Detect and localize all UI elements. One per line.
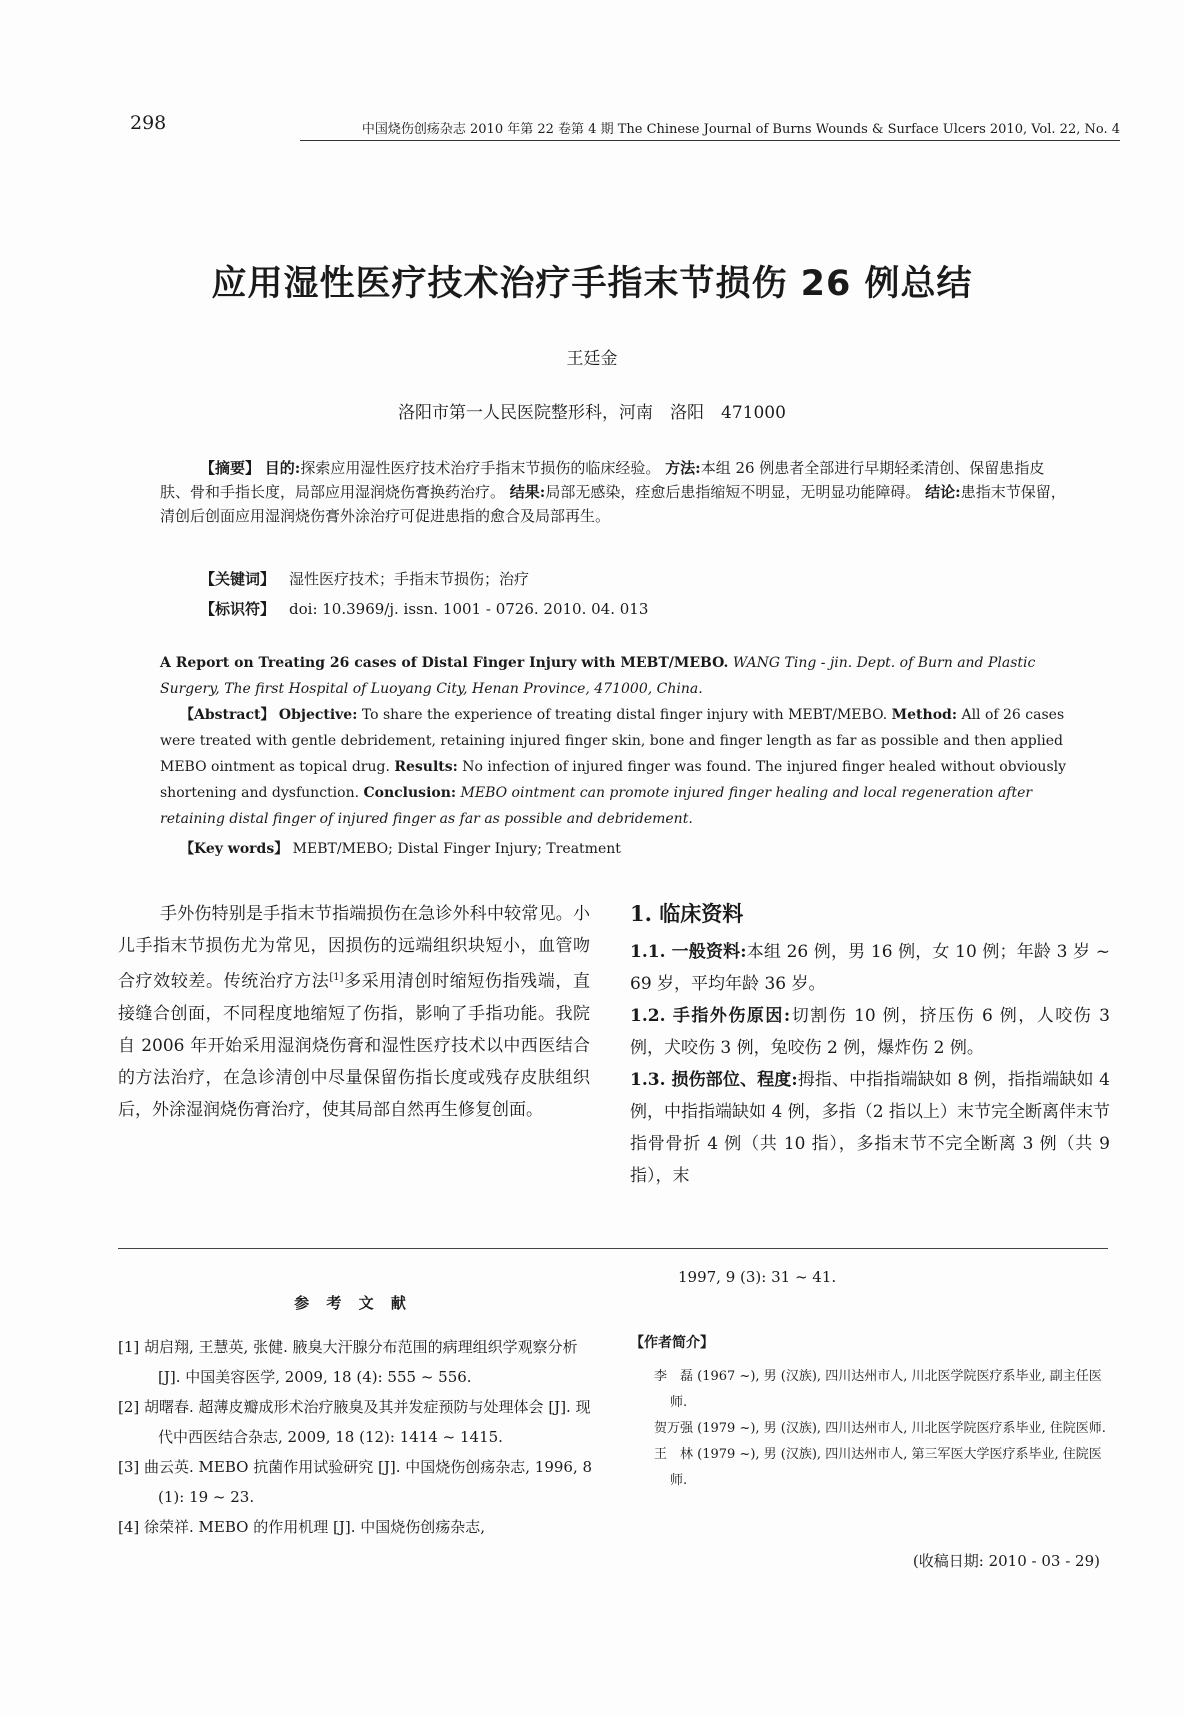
- reference-continuation: 1997, 9 (3): 31 ~ 41.: [678, 1268, 837, 1286]
- result-label: 结果:: [509, 483, 546, 501]
- conclusion-text: 患指末节保留，清创后创面应用湿润烧伤膏外涂治疗可促进患指的愈合及局部再生。: [160, 483, 1066, 525]
- author-note: 王 林 (1979 ~), 男 (汉族), 四川达州市人, 第三军医大学医疗系毕业, 住院医师.: [654, 1447, 1102, 1488]
- identifier-label: 【标识符】: [200, 600, 276, 618]
- reference-item: [1] 胡启翔, 王慧英, 张健. 腋臭大汗腺分布范围的病理组织学观察分析 [J]. 中国美容医学, 2009, 18 (4): 555 ~ 556.: [118, 1338, 578, 1386]
- clinical-item: [630, 1064, 1110, 1192]
- clinical-data: [630, 936, 1110, 1192]
- doi-text: doi: 10.3969/j. issn. 1001 - 0726. 2010. 04. 013: [289, 600, 649, 618]
- en-method-label: Method:: [891, 707, 957, 723]
- method-label: 方法:: [665, 459, 701, 477]
- author-notes-heading: 【作者简介】: [630, 1335, 714, 1351]
- en-method-text: All of 26 cases were treated with gentle debridement, retaining injured finger skin, bone and finger length as far as possible and then applied MEBO ointment as topical drug.: [160, 707, 1065, 775]
- item-text: 本组 26 例，男 16 例，女 10 例；年龄 3 岁 ~ 69 岁，平均年龄 36 岁。: [630, 942, 1110, 994]
- en-conclusion-label: Conclusion:: [363, 785, 457, 801]
- result-text: 局部无感染，痊愈后患指缩短不明显，无明显功能障碍。: [545, 483, 921, 501]
- section-heading: 1. 临床资料: [630, 901, 744, 926]
- english-title-block: [160, 650, 1070, 702]
- keywords-text: 湿性医疗技术；手指末节损伤；治疗: [289, 570, 530, 588]
- item-label: 1.1. 一般资料:: [630, 942, 747, 962]
- page-number: 298: [130, 112, 167, 134]
- item-label: 1.2. 手指外伤原因:: [630, 1006, 791, 1026]
- clinical-item: [630, 936, 1110, 1000]
- en-results-label: Results:: [394, 759, 458, 775]
- purpose-text: 探索应用湿性医疗技术治疗手指末节损伤的临床经验。: [300, 459, 661, 477]
- clinical-item: [630, 1000, 1110, 1064]
- en-objective-label: Objective:: [278, 707, 358, 723]
- author-note: 贺万强 (1979 ~), 男 (汉族), 四川达州市人, 川北医学院医疗系毕业, 住院医师.: [654, 1421, 1106, 1436]
- item-label: 1.3. 损伤部位、程度:: [630, 1070, 798, 1090]
- keywords-label: 【关键词】: [200, 570, 276, 588]
- item-text: 切割伤 10 例，挤压伤 6 例，人咬伤 3 例，犬咬伤 3 例，兔咬伤 2 例，爆炸伤 2 例。: [630, 1006, 1110, 1058]
- article-title: 应用湿性医疗技术治疗手指末节损伤 26 例总结: [211, 264, 973, 304]
- purpose-label: 目的:: [264, 459, 301, 477]
- author-note: 李 磊 (1967 ~), 男 (汉族), 四川达州市人, 川北医学院医疗系毕业, 副主任医师.: [654, 1369, 1102, 1410]
- intro-text-2: 多采用清创时缩短伤指残端，直接缝合创面，不同程度地缩短了伤指，影响了手指功能。我院自 2006 年开始采用湿润烧伤膏和湿性医疗技术以中西医结合的方法治疗，在急诊清创中尽量保留伤指长度或残存皮肤组织后，外涂湿润烧伤膏治疗，使其局部自然再生修复创面。: [118, 971, 591, 1120]
- abstract-label: 【摘要】: [200, 459, 261, 477]
- received-date: (收稿日期: 2010 - 03 - 29): [912, 1552, 1100, 1570]
- intro-text-1: 手外伤特别是手指末节指端损伤在急诊外科中较常见。小儿手指末节损伤尤为常见，因损伤的远端组织块短小，血管吻合疗效较差。传统治疗方法: [118, 904, 590, 992]
- references-heading: 参 考 文 献: [294, 1294, 412, 1312]
- english-authors: WANG Ting - jin. Dept. of Burn and Plastic Surgery, The first Hospital of Luoyang City, Henan Province, 471000, China.: [160, 655, 1036, 697]
- reference-item: [2] 胡曙春. 超薄皮瓣成形术治疗腋臭及其并发症预防与处理体会 [J]. 现代中西医结合杂志, 2009, 18 (12): 1414 ~ 1415.: [118, 1398, 591, 1446]
- footer-divider: [118, 1248, 1108, 1249]
- english-title: A Report on Treating 26 cases of Distal Finger Injury with MEBT/MEBO.: [160, 655, 729, 671]
- en-results-text: No infection of injured finger was found. The injured finger healed without obviously shortening and dysfunction.: [160, 759, 1067, 801]
- method-text: 本组 26 例患者全部进行早期轻柔清创、保留患指皮肤、骨和手指长度，局部应用湿润烧伤膏换药治疗。: [160, 459, 1045, 501]
- english-abstract: [160, 702, 1070, 832]
- reference-item: [3] 曲云英. MEBO 抗菌作用试验研究 [J]. 中国烧伤创疡杂志, 1996, 8 (1): 19 ~ 23.: [118, 1458, 593, 1506]
- conclusion-label: 结论:: [925, 483, 961, 501]
- reference-item: [4] 徐荣祥. MEBO 的作用机理 [J]. 中国烧伤创疡杂志,: [118, 1518, 486, 1536]
- author-affiliation: 洛阳市第一人民医院整形科，河南 洛阳 471000: [398, 403, 786, 423]
- reference-list: [118, 1332, 596, 1542]
- english-keywords: [160, 836, 1070, 862]
- en-objective-text: To share the experience of treating distal finger injury with MEBT/MEBO.: [361, 707, 888, 723]
- chinese-abstract: [160, 456, 1070, 528]
- en-abstract-label: 【Abstract】: [180, 707, 275, 723]
- en-keywords-label: 【Key words】: [180, 841, 289, 857]
- citation-1: [1]: [329, 972, 344, 983]
- en-keywords-text: MEBT/MEBO; Distal Finger Injury; Treatment: [292, 841, 621, 857]
- item-text: 拇指、中指指端缺如 8 例，指指端缺如 4 例，中指指端缺如 4 例，多指（2 指以上）末节完全断离伴末节指骨骨折 4 例（共 10 指），多指末节不完全断离 3 例（共 9 指），末: [630, 1070, 1110, 1186]
- keywords-line: [200, 568, 529, 589]
- article-author: 王廷金: [566, 349, 618, 369]
- author-notes: [630, 1364, 1110, 1494]
- journal-header: 中国烧伤创疡杂志 2010 年第 22 卷第 4 期 The Chinese Journal of Burns Wounds & Surface Ulcers 2010, Vol. 22, No. 4: [300, 118, 1120, 141]
- en-conclusion-text: MEBO ointment can promote injured finger healing and local regeneration after retaining distal finger of injured finger as far as possible and debridement.: [160, 785, 1033, 827]
- identifier-line: [200, 598, 648, 619]
- introduction-paragraph: [118, 898, 590, 1126]
